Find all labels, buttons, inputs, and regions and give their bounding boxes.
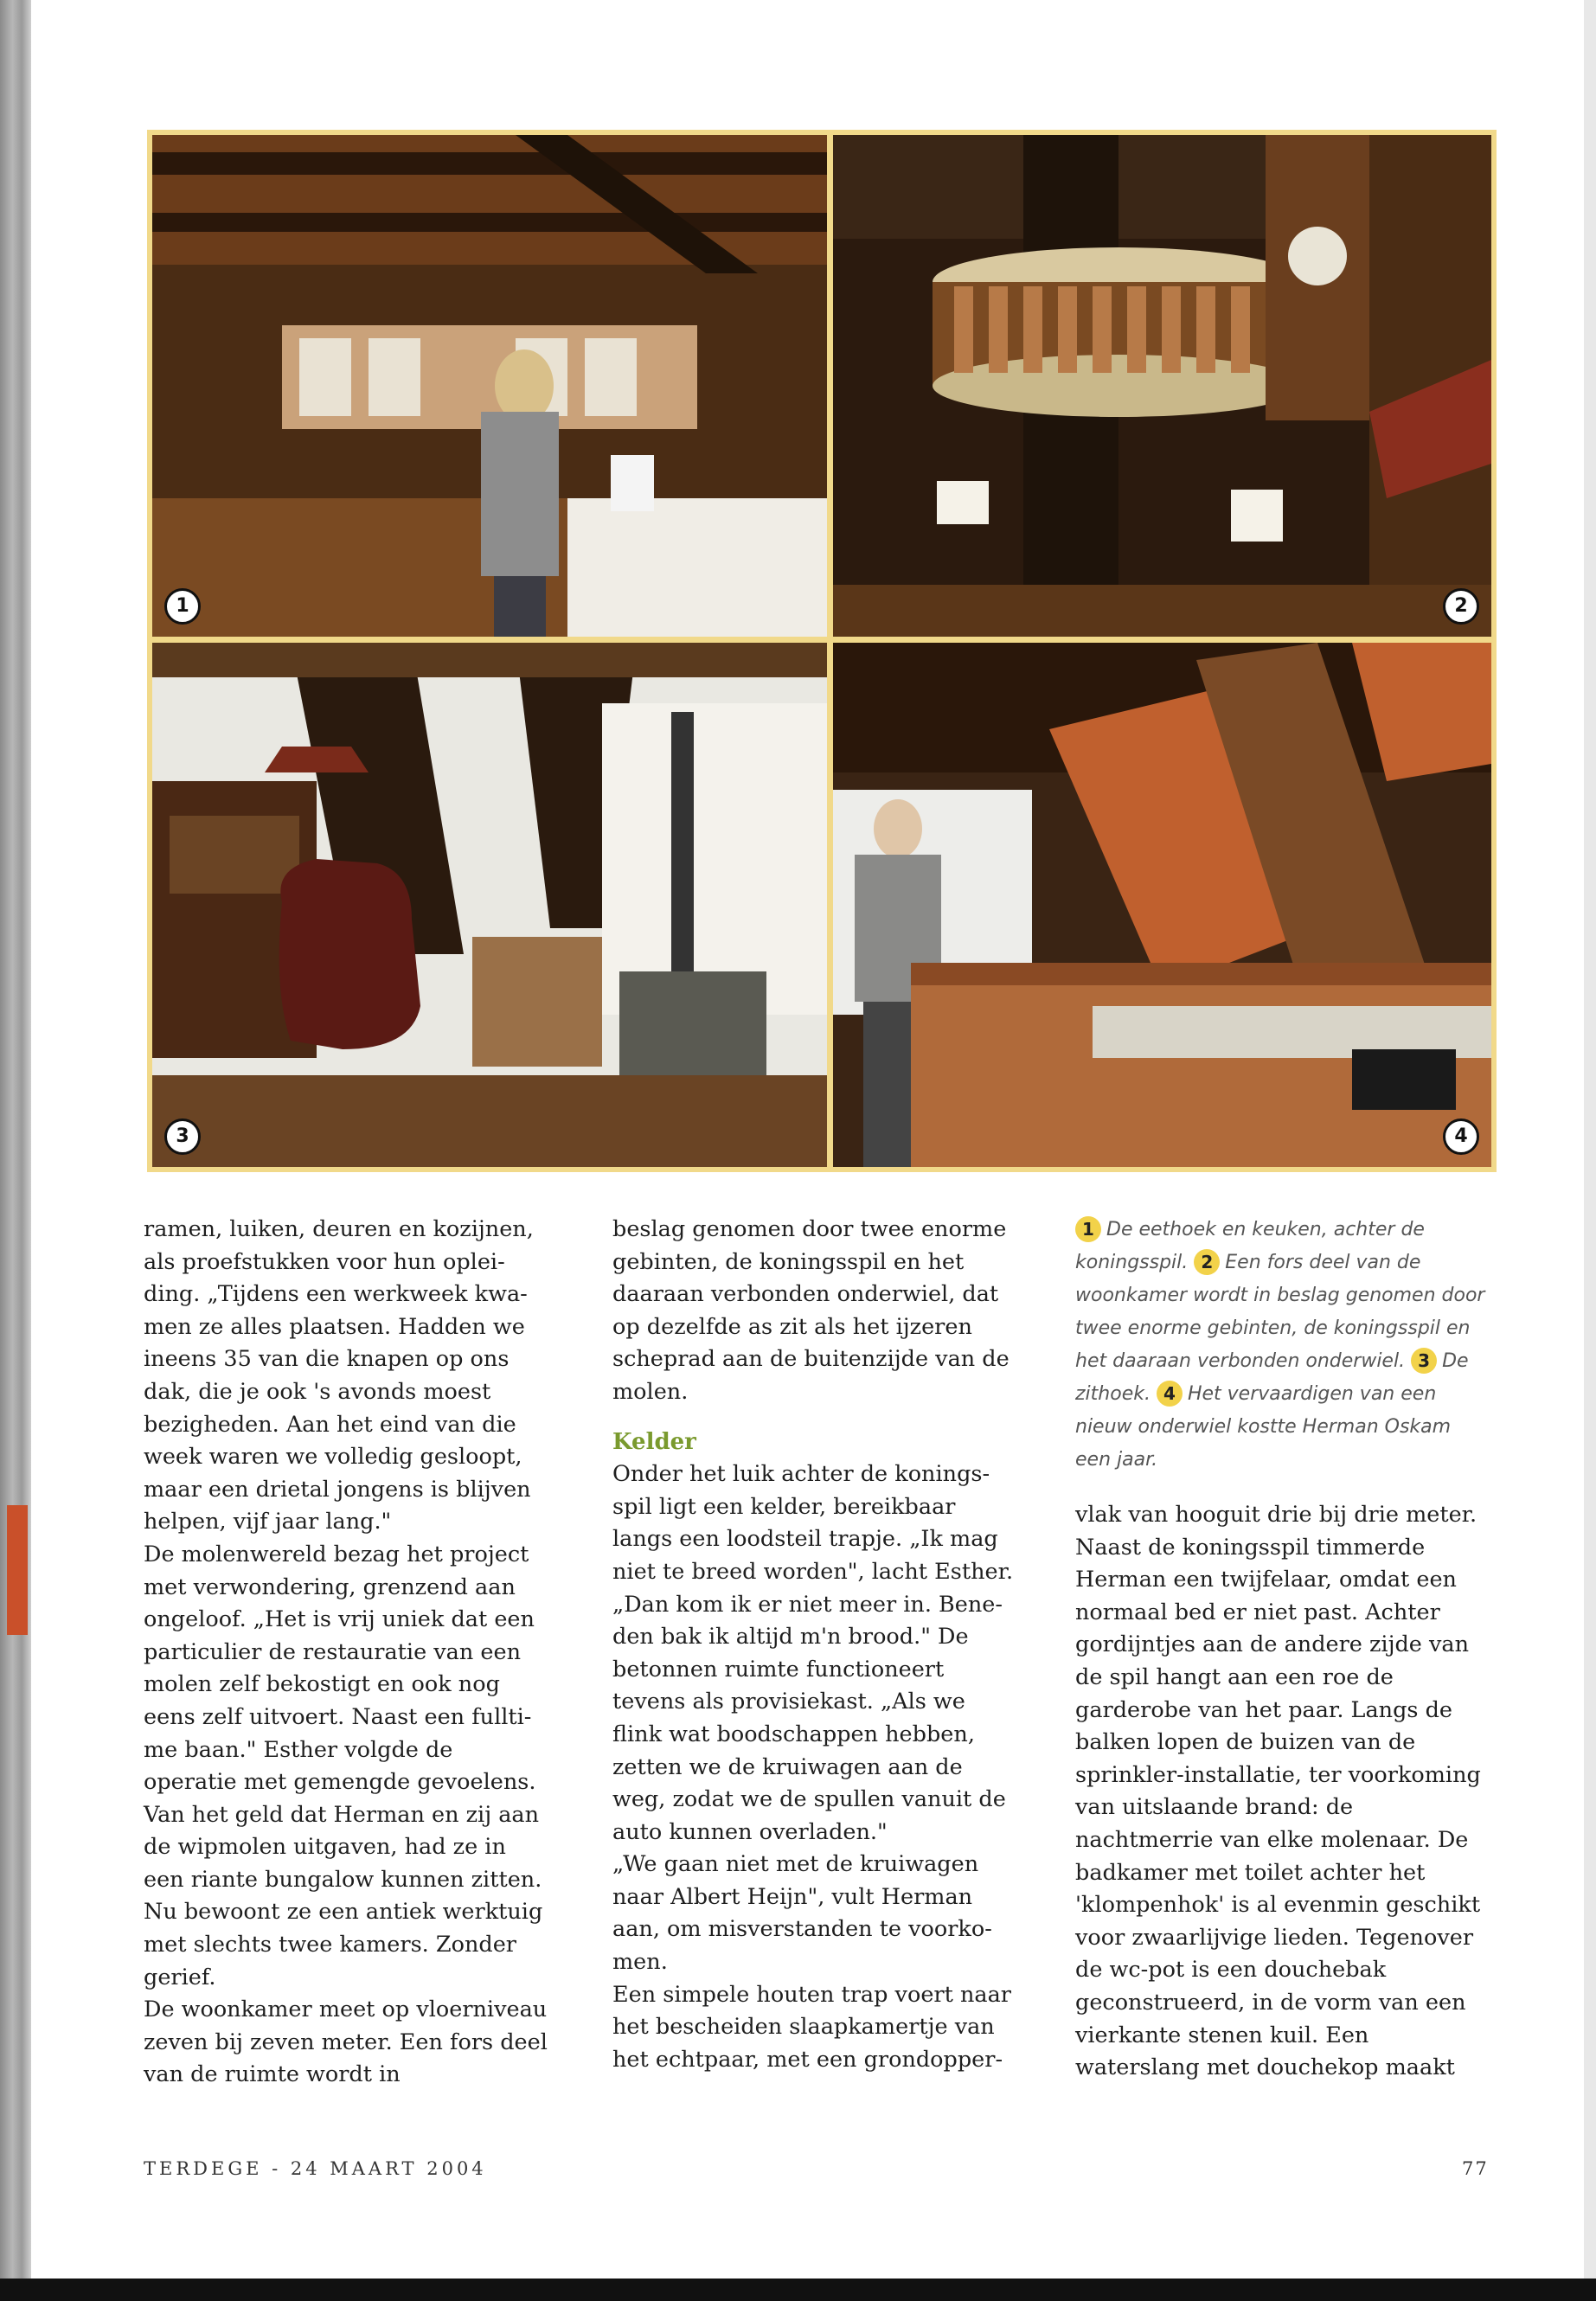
caption-number-3: 3 [1411, 1348, 1437, 1374]
col2-paragraph-1: beslag genomen door twee enorme gebinten, de koningsspil en het daaraan verbonden onderwiel, dat op dezelfde as zit als het ijzeren scheprad aan de buitenzijde van de molen. [612, 1216, 1010, 1405]
text-column-3 [1075, 1214, 1489, 2085]
spine-accent [7, 1505, 28, 1635]
page-spine [0, 0, 31, 2301]
page-number: 77 [1462, 2158, 1489, 2179]
caption-number-2: 2 [1194, 1249, 1220, 1275]
photo-number-2: 2 [1443, 588, 1479, 625]
section-heading-kelder: Kelder [612, 1428, 696, 1455]
photo-grid [147, 130, 1497, 1172]
caption-text-4: Het vervaardigen van een nieuw onderwiel kostte Herman Oskam een jaar. [1075, 1383, 1452, 1471]
page-edge [1584, 0, 1596, 2301]
photo-mill-gear [833, 135, 1491, 637]
photo-kitchen [152, 135, 827, 637]
col2-paragraph-3: „We gaan niet met de kruiwagen naar Albert Heijn", vult Herman aan, om misverstanden te voorkomen. [612, 1851, 992, 1976]
photo-number-4: 4 [1443, 1118, 1479, 1155]
col3-paragraph-1: vlak van hooguit drie bij drie meter. Naast de koningsspil timmerde Herman een twijfelaar, omdat een normaal bed er niet past. Achter gordijntjes aan de andere zijde van de spil hangt aan een roe de garderobe van het paar. Langs de balken lopen de buizen van de sprinkler-installatie, ter voorkoming van uitslaande brand: de nachtmerrie van elke molenaar. De badkamer met toilet achter het 'klompenhok' is al evenmin geschikt voor zwaarlijvige lieden. Tegenover de wc-pot is een douchebak geconstrueerd, in de vorm van een vierkante stenen kuil. Een waterslang met douchekop maakt [1075, 1502, 1481, 2081]
page-bottom-edge [0, 2279, 1596, 2301]
col2-paragraph-2: Onder het luik achter de koningsspil ligt een kelder, bereikbaar langs een loodsteil trapje. „Ik mag niet te breed worden", lacht Esther. „Dan kom ik er niet meer in. Beneden bak ik altijd m'n brood." De betonnen ruimte functioneert tevens als provisiekast. „Als we flink wat boodschappen hebben, zetten we de kruiwagen aan de weg, zodat we de spullen vanuit de auto kunnen overladen." [612, 1461, 1014, 1845]
photo-bar-wheel [833, 643, 1491, 1167]
caption-number-4: 4 [1157, 1381, 1183, 1407]
caption-text-1: De eethoek en keuken, achter de koningsspil. [1075, 1219, 1425, 1273]
photo-caption [1075, 1214, 1489, 1477]
footer-magazine: TERDEGE - 24 MAART 2004 [144, 2158, 487, 2179]
photo-sitting-room [152, 643, 827, 1167]
photo-number-1: 1 [164, 588, 201, 625]
caption-text-3: De zithoek. [1075, 1350, 1469, 1405]
caption-number-1: 1 [1075, 1216, 1101, 1242]
col1-paragraph-3: De woonkamer meet op vloerniveau zeven bij zeven meter. Een fors deel van de ruimte wordt in [144, 1997, 548, 2088]
col2-paragraph-4: Een simpele houten trap voert naar het bescheiden slaapkamertje van het echtpaar, met een grondopper- [612, 1981, 1011, 2073]
col1-paragraph-2: De molenwereld bezag het project met verwondering, grenzend aan ongeloof. „Het is vrij uniek dat een particulier de restauratie van een molen zelf bekostigt en ook nog eens zelf uitvoert. Naast een fulltime baan." Esther volgde de operatie met gemengde gevoelens. Van het geld dat Herman en zij aan de wipmolen uitgaven, had ze in een riante bungalow kunnen zitten. Nu bewoont ze een antiek werktuig met slechts twee kamers. Zonder gerief. [144, 1541, 543, 1990]
text-column-2 [612, 1214, 1019, 2076]
photo-number-3: 3 [164, 1118, 201, 1155]
caption-text-2: Een fors deel van de woonkamer wordt in beslag genomen door twee enorme gebinten, de koningsspil en het daaraan verbonden onderwiel. [1075, 1252, 1485, 1372]
text-column-1 [144, 1214, 550, 2092]
col1-paragraph-1: ramen, luiken, deuren en kozijnen, als proefstukken voor hun opleiding. „Tijdens een werkweek kwamen ze alles plaatsen. Hadden we ineens 35 van die knapen op ons dak, die je ook 's avonds moest bezigheden. Aan het eind van die week waren we volledig gesloopt, maar een drietal jongens is blijven helpen, vijf jaar lang." [144, 1216, 534, 1535]
